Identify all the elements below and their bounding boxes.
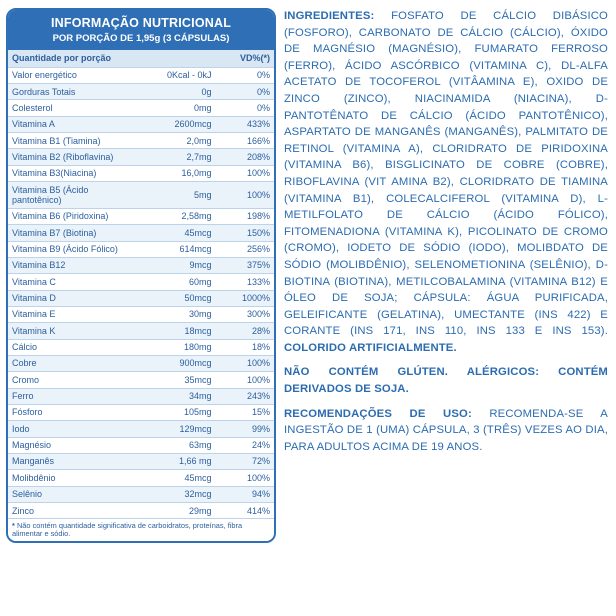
ingredients-paragraph [284,8,608,356]
ingredients-label: INGREDIENTES: [284,10,375,22]
table-row [8,67,274,83]
table-footnote-row [8,519,274,542]
table-row [8,274,274,290]
row-name: Vitamina K [8,323,136,339]
row-vd: 100% [215,182,274,209]
row-name: Manganês [8,453,136,469]
row-name: Cromo [8,372,136,388]
table-row [8,486,274,502]
row-vd: 94% [215,486,274,502]
row-amount: 60mg [136,274,216,290]
row-amount: 180mg [136,339,216,355]
table-row [8,100,274,116]
nutrition-title: INFORMAÇÃO NUTRICIONAL [50,16,232,30]
table-row [8,257,274,273]
row-amount: 0mg [136,100,216,116]
row-amount: 35mcg [136,372,216,388]
row-amount: 63mg [136,437,216,453]
row-amount: 30mg [136,306,216,322]
table-header-row [8,50,274,67]
row-vd: 100% [215,355,274,371]
row-amount: 0g [136,84,216,100]
row-name: Vitamina A [8,116,136,132]
nutrition-subtitle: POR PORÇÃO DE 1,95g (3 CÁPSULAS) [52,33,230,45]
col-header-amount [136,50,216,67]
row-name: Gorduras Totais [8,84,136,100]
table-row [8,241,274,257]
row-vd: 0% [215,84,274,100]
row-name: Magnésio [8,437,136,453]
table-row [8,225,274,241]
row-vd: 243% [215,388,274,404]
row-amount: 34mg [136,388,216,404]
row-vd: 99% [215,421,274,437]
row-vd: 18% [215,339,274,355]
row-name: Cobre [8,355,136,371]
row-vd: 0% [215,67,274,83]
row-name: Fósforo [8,404,136,420]
row-vd: 100% [215,372,274,388]
row-name: Vitamina B9 (Ácido Fólico) [8,241,136,257]
row-amount: 50mcg [136,290,216,306]
row-vd: 24% [215,437,274,453]
row-vd: 100% [215,165,274,181]
row-name: Vitamina C [8,274,136,290]
row-name: Selênio [8,486,136,502]
row-name: Colesterol [8,100,136,116]
ingredients-panel [284,8,610,610]
nutrition-table [8,50,274,541]
footnote-text: Não contém quantidade significativa de carboidratos, proteínas, fibra alimentar e sódio. [12,520,243,539]
row-name: Vitamina B5 (Ácido pantotênico) [8,182,136,209]
row-amount: 0Kcal - 0kJ [136,67,216,83]
row-name: Molibdênio [8,470,136,486]
row-vd: 300% [215,306,274,322]
row-name: Vitamina B12 [8,257,136,273]
table-row [8,372,274,388]
row-amount: 2,58mg [136,208,216,224]
row-amount: 2600mcg [136,116,216,132]
col-header-vd: VD%(*) [215,50,274,67]
table-row [8,84,274,100]
row-name: Vitamina B2 (Riboflavina) [8,149,136,165]
table-row [8,323,274,339]
row-vd: 414% [215,503,274,519]
col-header-name: Quantidade por porção [8,50,136,67]
row-vd: 15% [215,404,274,420]
row-vd: 198% [215,208,274,224]
row-vd: 133% [215,274,274,290]
row-amount: 129mcg [136,421,216,437]
usage-label: RECOMENDAÇÕES DE USO: [284,407,472,420]
table-row [8,421,274,437]
table-row [8,453,274,469]
row-name: Cálcio [8,339,136,355]
row-name: Vitamina B3(Niacina) [8,165,136,181]
table-row [8,182,274,209]
footnote-cell [8,519,274,542]
table-row [8,437,274,453]
row-name: Vitamina B6 (Piridoxina) [8,208,136,224]
table-row [8,470,274,486]
row-amount: 2,0mg [136,133,216,149]
table-row [8,339,274,355]
row-amount: 45mcg [136,225,216,241]
table-row [8,133,274,149]
row-vd: 1000% [215,290,274,306]
row-name: Iodo [8,421,136,437]
row-vd: 0% [215,100,274,116]
ingredients-text: FOSFATO DE CÁLCIO DIBÁSICO (FOSFORO), CARBONATO DE CÁLCIO (CÁLCIO), ÓXIDO DE MAGNÉSIO (MAGNÉSIO), FUMARATO FERROSO (FERRO), ÁCIDO ASCÓRBICO (VITAMINA C), DL-ALFA ACETATO DE TOCOFEROL (VITÂAMINA E), OXIDO DE ZINCO (ZINCO), NIACINAMIDA (NIACINA), D-PANTOTÊNATO DE CÁLCIO (ÁCIDO PANTOTÊNICO), ASPARTATO DE MANGANÊS (MANGANÊS), PALMITATO DE RETINOL (VITAMINA A), CLORIDRATO DE PIRIDOXINA (VITAMINA B6), BISGLICINATO DE COBRE (COBRE), RIBOFLAVINA (VIT AMINA B2), CLORIDRATO DE TIAMINA (VITAMINA B1), COLECALCIFEROL (VITAMINA D), L-METILFOLATO DE CÁLCIO (ÁCIDO FÓLICO), FITOMENADIONA (VITAMINA K), PICOLINATO DE CROMO (CROMO), IODETO DE SÓDIO (IODO), MOLIBDATO DE SÓDIO (MOLIBDÊNIO), SELENOMETIONINA (SELÊNIO), D-BIOTINA (BIOTINA), METILCOBALAMINA (VITAMINA B12) E ÓLEO DE SOJA; CÁPSULA: ÁGUA PURIFICADA, GELEIFICANTE (GELATINA), UMECTANTE (INS 422) E CORANTE (INS 171, INS 110, INS 133 E INS 153). [284,10,608,338]
nutrition-table-box [6,8,276,543]
row-amount: 16,0mg [136,165,216,181]
usage-text: RECOMENDA-SE A INGESTÃO DE 1 (UMA) CÁPSULA, 3 (TRÊS) VEZES AO DIA, PARA ADULTOS ACIMA DE 19 ANOS. [284,407,608,453]
usage-paragraph [284,406,608,456]
row-amount: 45mcg [136,470,216,486]
table-row [8,306,274,322]
row-amount: 5mg [136,182,216,209]
row-amount: 2,7mg [136,149,216,165]
table-row [8,208,274,224]
gluten-allergen-note: NÃO CONTÉM GLÚTEN. ALÉRGICOS: CONTÉM DERIVADOS DE SOJA. [284,366,608,396]
row-amount: 105mg [136,404,216,420]
row-vd: 375% [215,257,274,273]
row-amount: 18mcg [136,323,216,339]
table-row [8,355,274,371]
row-vd: 256% [215,241,274,257]
table-row [8,116,274,132]
row-name: Ferro [8,388,136,404]
row-name: Vitamina D [8,290,136,306]
row-vd: 72% [215,453,274,469]
row-amount: 9mcg [136,257,216,273]
table-row [8,503,274,519]
row-vd: 433% [215,116,274,132]
row-amount: 900mcg [136,355,216,371]
nutrition-header [8,10,274,50]
row-amount: 29mg [136,503,216,519]
footnote-star: * [12,520,15,530]
row-name: Valor energético [8,67,136,83]
colored-artificially-note: COLORIDO ARTIFICIALMENTE. [284,341,457,354]
row-vd: 28% [215,323,274,339]
row-vd: 208% [215,149,274,165]
table-row [8,388,274,404]
row-name: Zinco [8,503,136,519]
table-row [8,290,274,306]
row-vd: 166% [215,133,274,149]
row-amount: 614mcg [136,241,216,257]
table-row [8,404,274,420]
row-name: Vitamina B7 (Biotina) [8,225,136,241]
row-name: Vitamina B1 (Tiamina) [8,133,136,149]
row-vd: 100% [215,470,274,486]
nutrition-panel [6,8,276,610]
row-name: Vitamina E [8,306,136,322]
row-vd: 150% [215,225,274,241]
row-amount: 32mcg [136,486,216,502]
row-amount: 1,66 mg [136,453,216,469]
table-row [8,165,274,181]
table-row [8,149,274,165]
gluten-allergen-paragraph [284,364,608,397]
